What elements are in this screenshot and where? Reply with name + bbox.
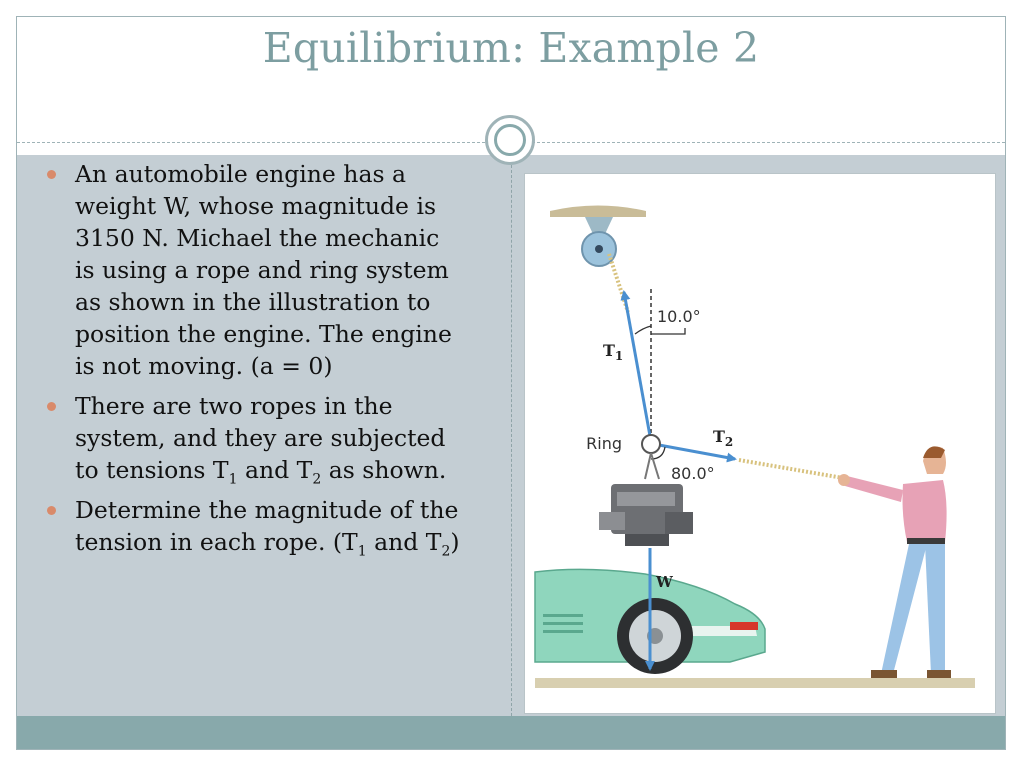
t2-label — [713, 427, 733, 449]
bullet-item — [42, 158, 462, 382]
bullet-item — [42, 494, 462, 558]
column-divider — [511, 160, 512, 716]
bullet-text-part: and T — [366, 528, 442, 556]
t2-label-sub: 2 — [724, 435, 734, 449]
t1-label — [603, 341, 623, 363]
bullet-item — [42, 390, 462, 486]
bullet-text-part: as shown. — [321, 456, 447, 484]
t1-label-main: T — [603, 341, 615, 360]
bullet-text-part: ) — [450, 528, 460, 556]
bullet-dot-icon — [47, 506, 56, 515]
bullet-text-part: There are two ropes in the system, and they are subjected to tensions T — [75, 392, 446, 484]
bullet-text-part: Determine the magnitude of the tension in each rope. (T — [75, 496, 459, 556]
t2-label-main: T — [713, 427, 725, 446]
bullet-text: An automobile engine has a weight W, whose magnitude is 3150 N. Michael the mechanic is using a rope and ring system as shown in the illustration to position the engine. The engine is not moving. (a = 0) — [75, 160, 452, 380]
w-label: W — [656, 573, 673, 591]
floor — [535, 678, 975, 688]
subscript: 2 — [312, 471, 322, 488]
subscript: 1 — [228, 471, 238, 488]
engine-hoist-illustration — [524, 173, 996, 714]
bullet-list — [42, 158, 462, 566]
subscript: 2 — [441, 543, 451, 560]
slide-title: Equilibrium: Example 2 — [262, 24, 760, 72]
chain — [645, 453, 659, 479]
engine-icon — [599, 484, 693, 546]
ring-icon — [642, 435, 660, 453]
decorative-ring-icon — [485, 115, 535, 165]
ceiling-mount-icon — [550, 206, 646, 267]
mechanic-figure-icon — [838, 446, 951, 678]
ring-label: Ring — [586, 434, 622, 453]
subscript: 1 — [357, 543, 367, 560]
t1-vector-arrow — [624, 292, 650, 436]
bullet-dot-icon — [47, 170, 56, 179]
bullet-text-part: and T — [237, 456, 313, 484]
footer-bar — [17, 716, 1005, 749]
rope-horizontal — [739, 460, 843, 478]
angle-label-top: 10.0° — [657, 307, 701, 326]
t2-vector-arrow — [659, 445, 735, 459]
bullet-dot-icon — [47, 402, 56, 411]
angle-bracket-top — [651, 328, 685, 334]
angle-label-side: 80.0° — [671, 464, 715, 483]
t1-label-sub: 1 — [614, 349, 624, 363]
